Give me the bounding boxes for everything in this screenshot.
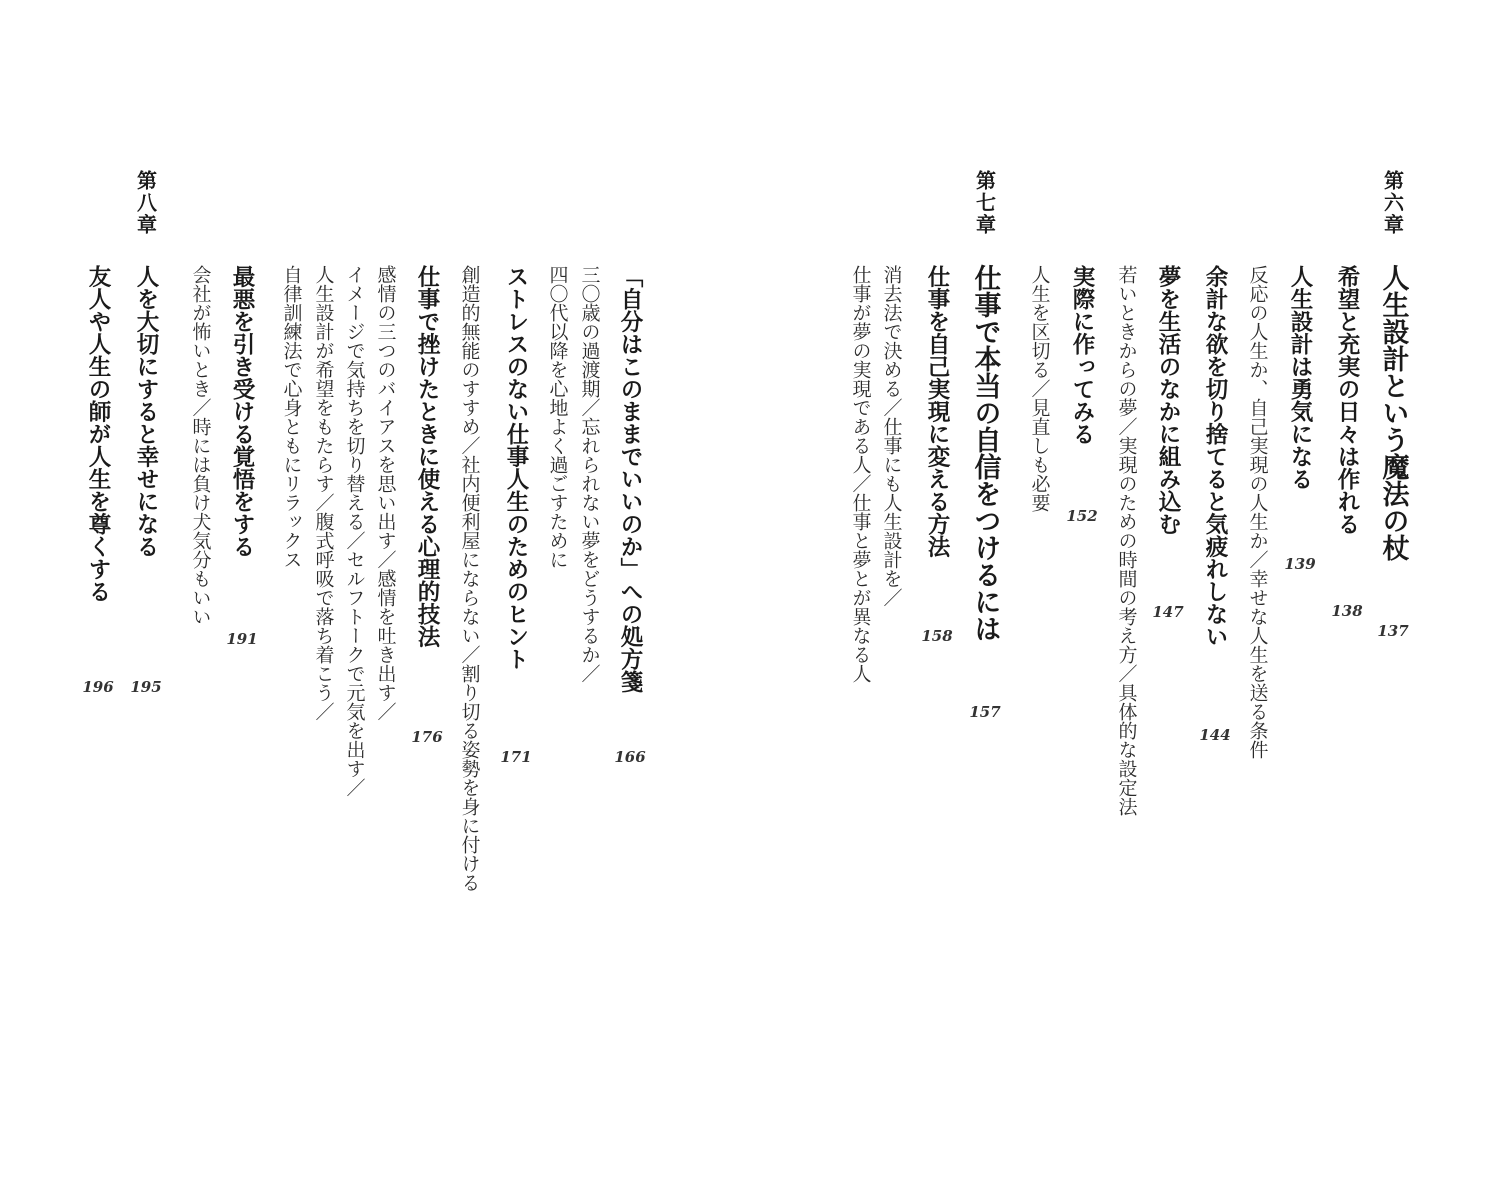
- page-number: 166: [614, 748, 646, 766]
- entry-text: 自律訓練法で心身ともにリラックス: [280, 265, 303, 569]
- page-number: 139: [1284, 555, 1316, 573]
- entry-text: 若いときからの夢／実現のための時間の考え方／具体的な設定法: [1115, 265, 1138, 816]
- entry-title: 仕事を自己実現に変える方法: [924, 265, 950, 558]
- page-number: 138: [1331, 602, 1363, 620]
- entry-title: 人生設計は勇気になる: [1287, 265, 1313, 490]
- entry-text: 人生設計が希望をもたらす／腹式呼吸で落ち着こう／: [312, 265, 335, 721]
- page-number: 191: [226, 630, 258, 648]
- entry-text: 人生を区切る／見直しも必要: [1028, 265, 1051, 512]
- entry-title: 友人や人生の師が人生を尊くする: [85, 265, 111, 603]
- entry-text: 感情の三つのバイアスを思い出す／感情を吐き出す／: [374, 265, 397, 721]
- chapter-heading-8: 第八章: [133, 170, 158, 236]
- page-number: 152: [1066, 507, 1098, 525]
- chapter-heading-6: 第六章: [1380, 170, 1405, 236]
- entry-text: 会社が怖いとき／時には負け犬気分もいい: [189, 265, 212, 626]
- entry-title: ストレスのない仕事人生のためのヒント: [503, 265, 529, 670]
- chapter-heading-7: 第七章: [972, 170, 997, 236]
- page-number: 137: [1377, 622, 1409, 640]
- entry-title: 夢を生活のなかに組み込む: [1155, 265, 1181, 535]
- entry-title: 人を大切にすると幸せになる: [133, 265, 159, 558]
- page-number: 147: [1152, 603, 1184, 621]
- entry-title: 実際に作ってみる: [1069, 265, 1095, 445]
- entry-text: 三〇歳の過渡期／忘れられない夢をどうするか／: [578, 265, 601, 683]
- entry-text: 創造的無能のすすめ／社内便利屋にならない／割り切る姿勢を身に付ける: [458, 265, 481, 892]
- entry-title: 「自分はこのままでいいのか」への処方箋: [617, 265, 643, 693]
- entry-text: 四〇代以降を心地よく過ごすために: [546, 265, 569, 569]
- entry-title: 仕事で挫けたときに使える心理的技法: [414, 265, 440, 648]
- page-number: 196: [82, 678, 114, 696]
- entry-text: 仕事が夢の実現である人／仕事と夢とが異なる人: [849, 265, 872, 683]
- page-number: 195: [130, 678, 162, 696]
- page-number: 176: [411, 728, 443, 746]
- entry-text: イメージで気持ちを切り替える／セルフトークで元気を出す／: [343, 265, 366, 797]
- page-number: 157: [969, 703, 1001, 721]
- page-number: 171: [500, 748, 532, 766]
- entry-text: 反応の人生か、自己実現の人生か／幸せな人生を送る条件: [1246, 265, 1269, 759]
- page-number: 158: [921, 627, 953, 645]
- entry-title: 仕事で本当の自信をつけるには: [969, 264, 1001, 642]
- entry-title: 最悪を引き受ける覚悟をする: [229, 265, 255, 558]
- page-number: 144: [1199, 726, 1231, 744]
- entry-title: 人生設計という魔法の杖: [1377, 264, 1409, 561]
- entry-title: 希望と充実の日々は作れる: [1334, 265, 1360, 535]
- entry-text: 消去法で決める／仕事にも人生設計を／: [880, 265, 903, 607]
- entry-title: 余計な欲を切り捨てると気疲れしない: [1202, 265, 1228, 648]
